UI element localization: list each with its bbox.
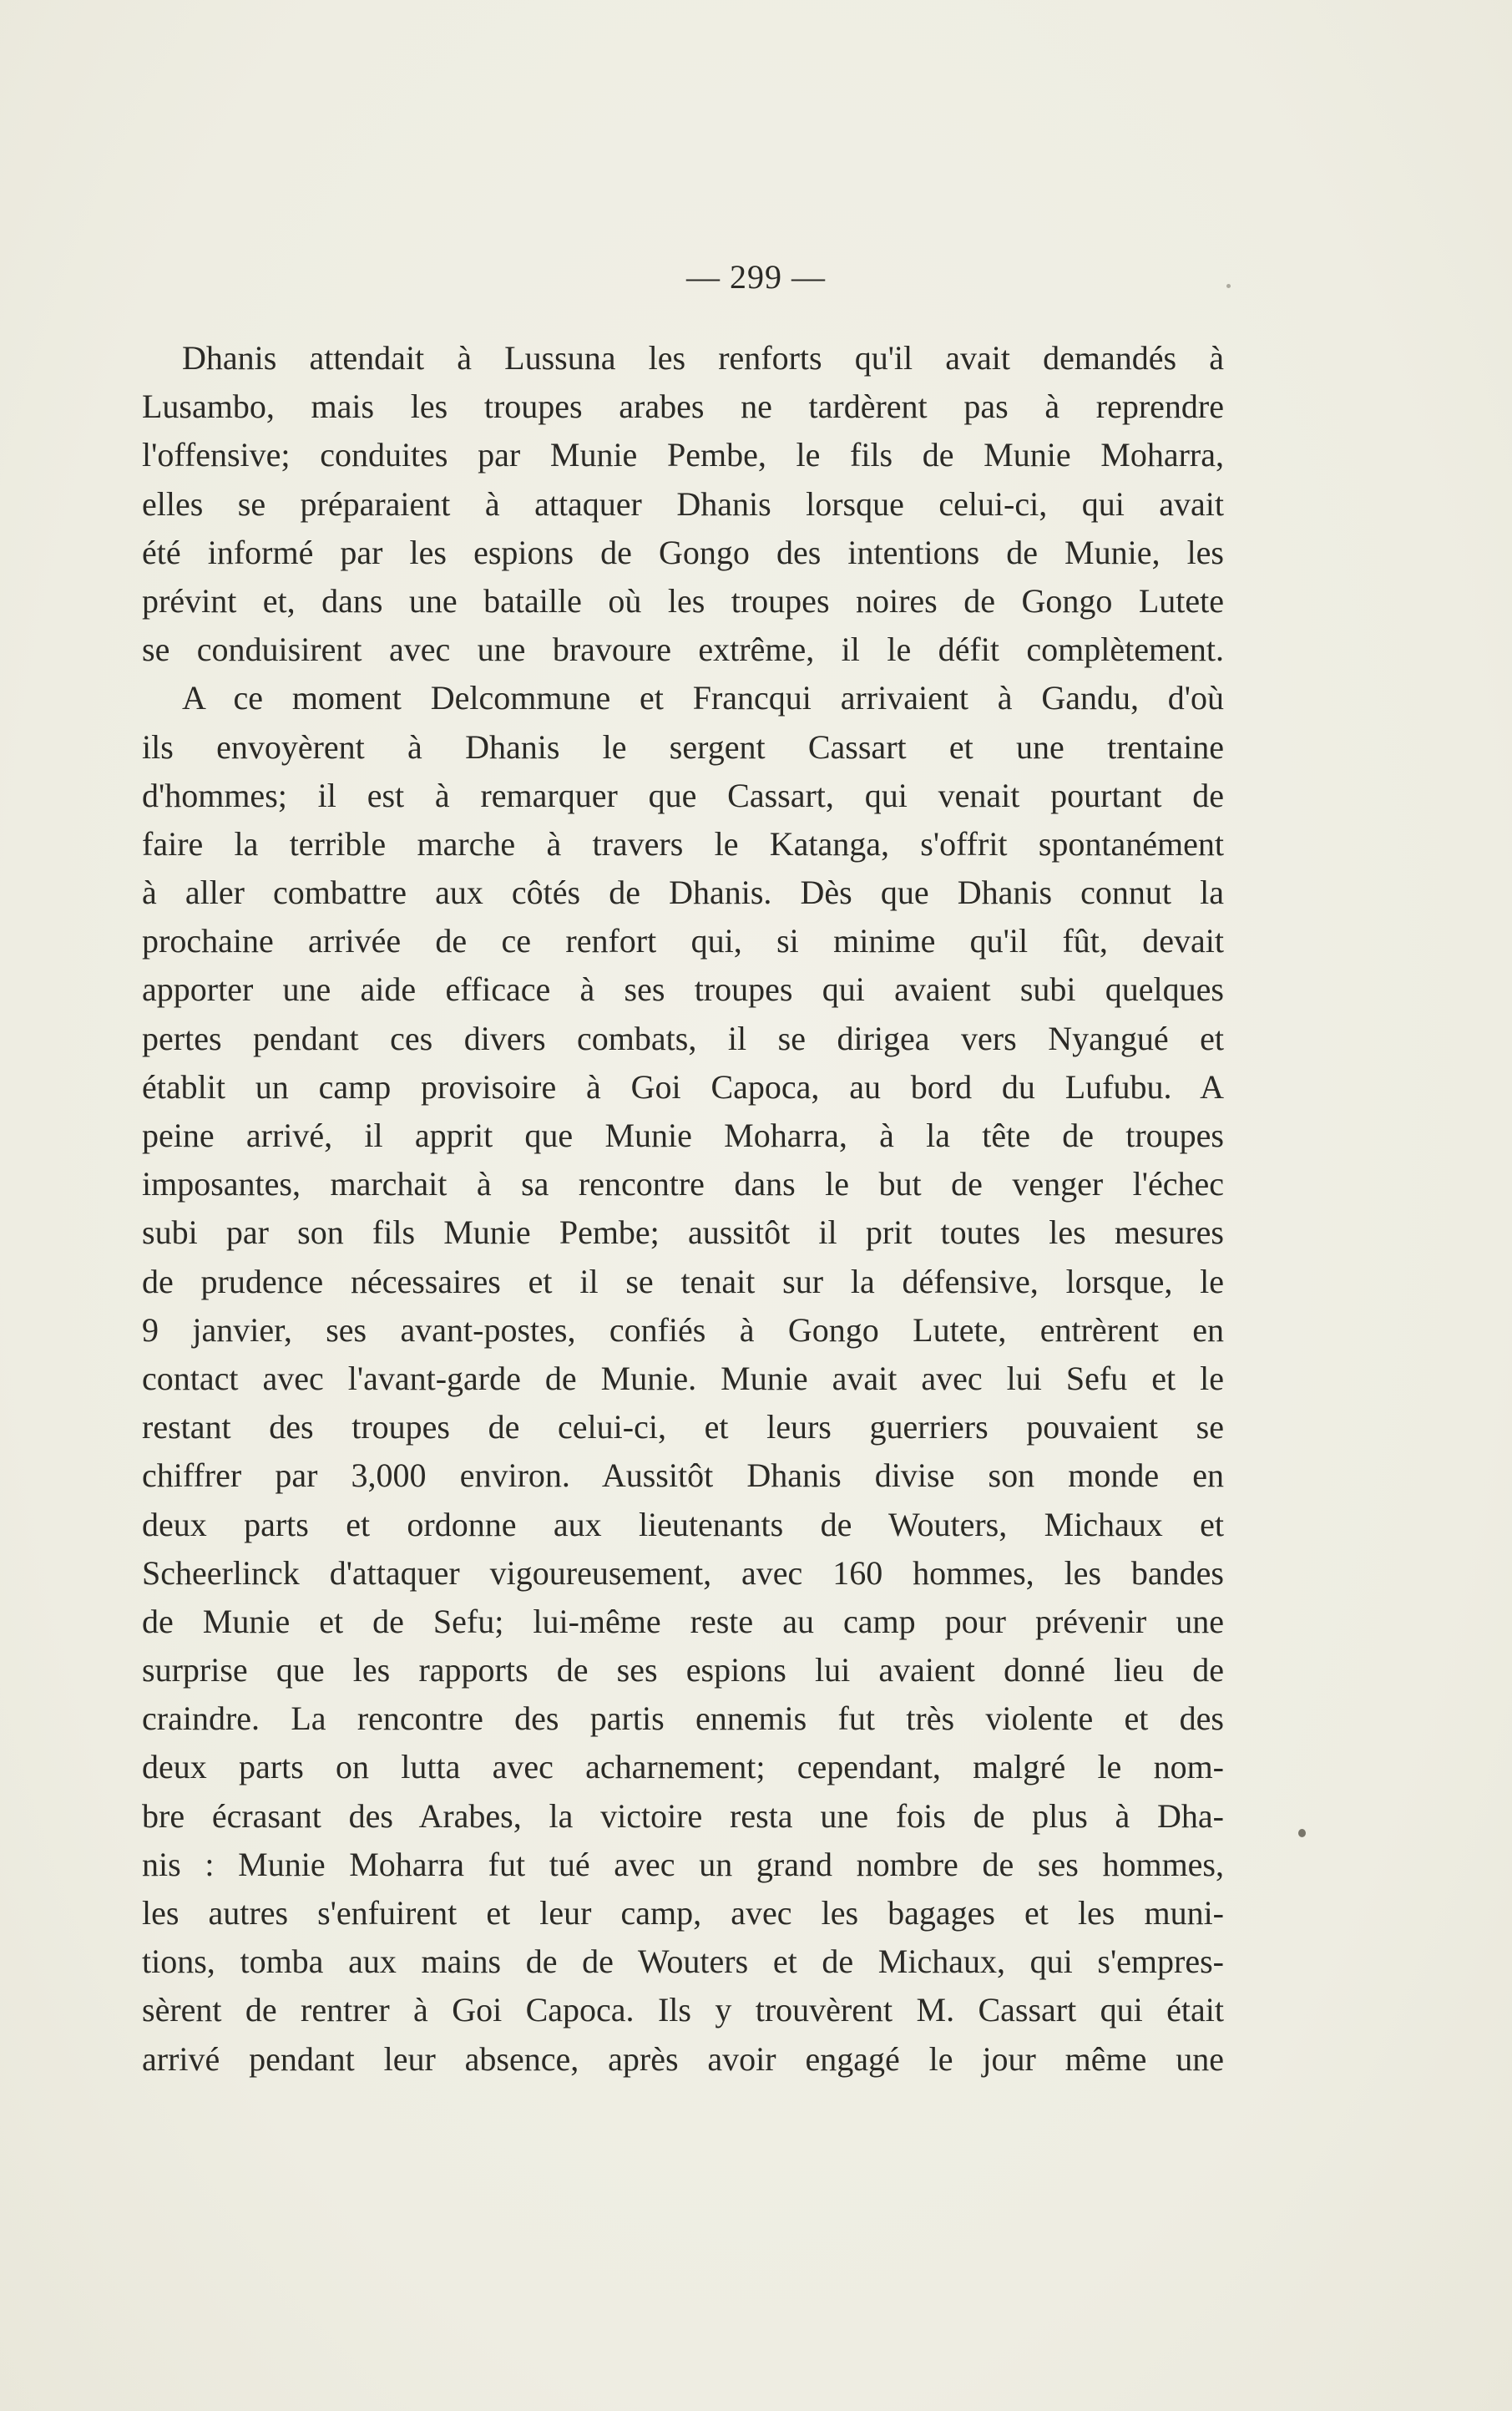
text-line: ils envoyèrent à Dhanis le sergent Cassart et une trentaine bbox=[142, 727, 1224, 766]
text-line: subi par son fils Munie Pembe; aussitôt il prit toutes les mesures bbox=[142, 1213, 1224, 1252]
text-line: les autres s'enfuirent et leur camp, avec les bagages et les muni- bbox=[142, 1894, 1224, 1932]
text-line: apporter une aide efficace à ses troupes qui avaient subi quelques bbox=[142, 970, 1224, 1009]
text-line: imposantes, marchait à sa rencontre dans le but de venger l'échec bbox=[142, 1165, 1224, 1203]
text-line: nis : Munie Moharra fut tué avec un grand nombre de ses hommes, bbox=[142, 1845, 1224, 1883]
text-line: prochaine arrivée de ce renfort qui, si minime qu'il fût, devait bbox=[142, 922, 1224, 960]
text-line: de Munie et de Sefu; lui-même reste au camp pour prévenir une bbox=[142, 1602, 1224, 1640]
text-line: restant des troupes de celui-ci, et leurs guerriers pouvaient se bbox=[142, 1408, 1224, 1446]
text-line: établit un camp provisoire à Goi Capoca, au bord du Lufubu. A bbox=[142, 1067, 1224, 1106]
text-line: se conduisirent avec une bravoure extrême, il le défit complètement. bbox=[142, 631, 1224, 669]
text-line: d'hommes; il est à remarquer que Cassart, qui venait pourtant de bbox=[142, 776, 1224, 814]
text-line: arrivé pendant leur absence, après avoir engagé le jour même une bbox=[142, 2039, 1224, 2078]
text-line: chiffrer par 3,000 environ. Aussitôt Dhanis divise son monde en bbox=[142, 1456, 1224, 1495]
ink-speck bbox=[1298, 1829, 1306, 1837]
text-line: Dhanis attendait à Lussuna les renforts qu'il avait demandés à bbox=[182, 339, 1224, 377]
text-line: deux parts on lutta avec acharnement; cependant, malgré le nom- bbox=[142, 1748, 1224, 1786]
text-line: de prudence nécessaires et il se tenait sur la défensive, lorsque, le bbox=[142, 1262, 1224, 1300]
body-text bbox=[142, 334, 1224, 2084]
ink-speck bbox=[1226, 284, 1231, 288]
text-line: A ce moment Delcommune et Francqui arrivaient à Gandu, d'où bbox=[182, 679, 1224, 717]
text-line: pertes pendant ces divers combats, il se dirigea vers Nyangué et bbox=[142, 1019, 1224, 1057]
text-line: bre écrasant des Arabes, la victoire resta une fois de plus à Dha- bbox=[142, 1796, 1224, 1835]
text-line: Scheerlinck d'attaquer vigoureusement, avec 160 hommes, les bandes bbox=[142, 1553, 1224, 1592]
text-line: peine arrivé, il apprit que Munie Moharra, à la tête de troupes bbox=[142, 1117, 1224, 1154]
text-line: été informé par les espions de Gongo des intentions de Munie, les bbox=[142, 533, 1224, 571]
text-line: deux parts et ordonne aux lieutenants de Wouters, Michaux et bbox=[142, 1505, 1224, 1543]
text-line: 9 janvier, ses avant-postes, confiés à Gongo Lutete, entrèrent en bbox=[142, 1310, 1224, 1349]
text-line: surprise que les rapports de ses espions lui avaient donné lieu de bbox=[142, 1651, 1224, 1689]
text-line: contact avec l'avant-garde de Munie. Munie avait avec lui Sefu et le bbox=[142, 1359, 1224, 1397]
text-line: sèrent de rentrer à Goi Capoca. Ils y trouvèrent M. Cassart qui était bbox=[142, 1991, 1224, 2029]
text-line: faire la terrible marche à travers le Katanga, s'offrit spontanément bbox=[142, 824, 1224, 863]
text-line: tions, tomba aux mains de de Wouters et de Michaux, qui s'empres- bbox=[142, 1942, 1224, 1981]
text-line: l'offensive; conduites par Munie Pembe, le fils de Munie Moharra, bbox=[142, 436, 1224, 474]
page-number: — 299 — bbox=[686, 258, 826, 296]
text-line: prévint et, dans une bataille où les troupes noires de Gongo Lutete bbox=[142, 581, 1224, 620]
text-line: craindre. La rencontre des partis ennemis fut très violente et des bbox=[142, 1699, 1224, 1738]
text-line: Lusambo, mais les troupes arabes ne tardèrent pas à reprendre bbox=[142, 387, 1224, 426]
text-line: à aller combattre aux côtés de Dhanis. Dès que Dhanis connut la bbox=[142, 874, 1224, 912]
text-line: elles se préparaient à attaquer Dhanis lorsque celui-ci, qui avait bbox=[142, 484, 1224, 523]
